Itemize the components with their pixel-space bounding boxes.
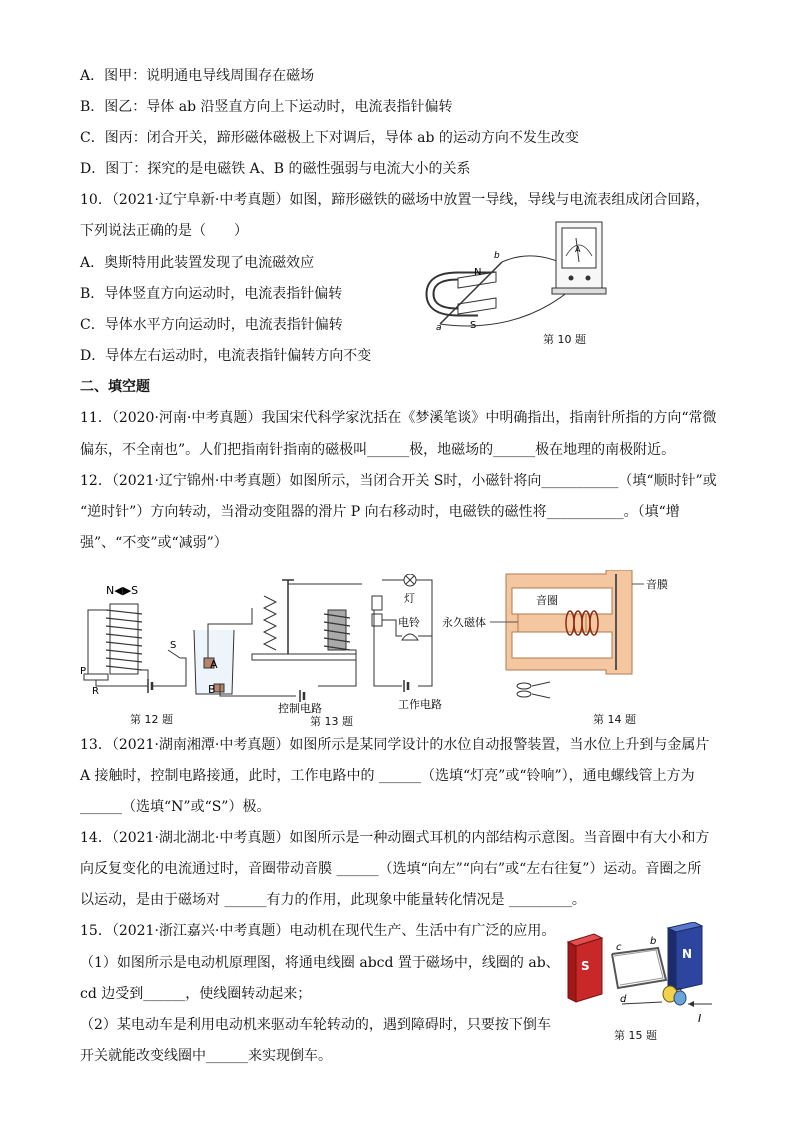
lamp [404, 574, 416, 586]
coil-c-label: c [616, 942, 622, 953]
magnet-s-label: S [581, 959, 590, 973]
plate-b-label: B [208, 683, 216, 696]
q10-option-c: C．导体水平方向运动时，电流表指针偏转 [80, 317, 343, 333]
q14-line1: 14．（2021·湖北湖北·中考真题）如图所示是一种动圈式耳机的内部结构示意图。当音圈中有大小和方 [80, 830, 710, 846]
fig14-caption: 第 14 题 [593, 713, 636, 726]
ammeter [552, 222, 606, 294]
earphone-body [506, 570, 632, 674]
q13-line2: A 接触时，控制电路接通，此时，工作电路中的 ______（选填“灯亮”或“铃响”），通电螺线管上方为 [80, 768, 695, 784]
conductor-b-label: b [494, 251, 500, 261]
q9-option-c: C．图丙：闭合开关，蹄形磁体磁极上下对调后，导体 ab 的运动方向不发生改变 [80, 130, 579, 146]
coil-abcd [612, 948, 666, 988]
q15-part1-cont: cd 边受到______，使线圈转动起来； [80, 986, 312, 1002]
q10-figure [418, 216, 618, 336]
magnet-n-label: N [474, 267, 482, 278]
q15-part1: （1）如图所示是电动机原理图，将通电线圈 abcd 置于磁场中，线圈的 ab、 [80, 955, 560, 971]
fig12-caption: 第 12 题 [130, 713, 173, 726]
wire-terminals [517, 682, 550, 698]
magnet-s-label: S [470, 320, 477, 331]
beaker [194, 630, 234, 696]
q12-line2: “逆时针”）方向转动，当滑动变阻器的滑片 P 向右移动时，电磁铁的磁性将___________。（填“增 [80, 504, 680, 520]
fig12 [78, 578, 188, 708]
coil-b-label: b [650, 936, 657, 947]
q15-caption: 第 15 题 [614, 1029, 657, 1042]
q14-line2: 向反复变化的电流通过时，音圈带动音膜 ______（选填“向左”“向右”或“左右往复”）运动。音圈之所 [80, 861, 702, 877]
switch-s-label: S [170, 640, 177, 651]
fig13-caption: 第 13 题 [310, 715, 353, 728]
electromagnet [106, 604, 142, 674]
rheostat-r-label: R [92, 686, 99, 697]
spring [264, 596, 276, 650]
coil-d-label: d [620, 994, 627, 1005]
solenoid [324, 610, 350, 650]
ammeter-label: A [575, 245, 581, 254]
q10-option-a: A．奥斯特用此装置发现了电流磁效应 [80, 255, 315, 271]
q13-line1: 13．（2021·湖南湘潭·中考真题）如图所示是某同学设计的水位自动报警装置，当水位上升到与金属片 [80, 737, 710, 753]
q15-part2-cont: 开关就能改变线圈中______来实现倒车。 [80, 1048, 332, 1064]
fig13 [192, 574, 442, 714]
coil-label: 音圈 [536, 594, 558, 607]
q14-line3: 以运动，是由于磁场对 ______有力的作用，此现象中能量转化情况是 _________。 [80, 892, 586, 908]
current-i-label: I [698, 1012, 702, 1025]
q9-option-d: D．图丁：探究的是电磁铁 A、B 的磁性强弱与电流大小的关系 [80, 161, 471, 177]
membrane-label: 音膜 [646, 578, 668, 591]
lamp-label: 灯 [404, 592, 415, 605]
q10-stem-cont: 下列说法正确的是（ ） [80, 223, 248, 239]
q15-part2: （2）某电动车是利用电动机来驱动车轮转动的，遇到障碍时，只要按下倒车 [80, 1017, 551, 1033]
control-circuit-label: 控制电路 [278, 702, 322, 714]
q10-stem: 10．（2021·辽宁阜新·中考真题）如图，蹄形磁铁的磁场中放置一导线，导线与电流表组成闭合回路， [80, 192, 710, 208]
q12-line3: 强”、“不变”或“减弱”） [80, 535, 228, 551]
q12-line1: 12．（2021·辽宁锦州·中考真题）如图所示，当闭合开关 S时，小磁针将向___________（填“顺时针”或 [80, 473, 717, 489]
q11-line2: 偏东，不全南也”。人们把指南针指南的磁极叫______极，地磁场的______极在地理的南极附近。 [80, 442, 676, 458]
fig14 [440, 570, 700, 710]
q15-stem: 15．（2021·浙江嘉兴·中考真题）电动机在现代生产、生活中有广泛的应用。 [80, 923, 556, 939]
rheostat [84, 674, 108, 680]
conductor-a-label: a [436, 323, 442, 333]
fig15 [562, 922, 722, 1032]
armature [252, 654, 356, 660]
bell-icon [402, 634, 418, 640]
section-title: 二、填空题 [80, 379, 150, 395]
q9-option-b: B．图乙：导体 ab 沿竖直方向上下运动时，电流表指针偏转 [80, 99, 453, 115]
magnet-n-label: N [682, 947, 693, 961]
q13-line3: ______（选填“N”或“S”）极。 [80, 799, 271, 815]
q10-caption: 第 10 题 [543, 333, 586, 346]
plate-a-label: A [210, 658, 218, 671]
switch [168, 650, 180, 658]
q10-option-b: B．导体竖直方向运动时，电流表指针偏转 [80, 286, 343, 302]
magnet-label: 永久磁体 [442, 616, 486, 629]
bell-label: 电铃 [398, 616, 420, 629]
q10-option-d: D．导体左右运动时，电流表指针偏转方向不变 [80, 348, 372, 364]
slider-p-label: P [80, 666, 87, 677]
q11-line1: 11．（2020·河南·中考真题）我国宋代科学家沈括在《梦溪笔谈》中明确指出，指南针所指的方向“常微 [80, 410, 717, 426]
q9-option-a: A．图甲：说明通电导线周围存在磁场 [80, 68, 315, 84]
work-circuit-label: 工作电路 [398, 698, 442, 711]
compass-ns-label: N◀▶S [106, 584, 139, 597]
